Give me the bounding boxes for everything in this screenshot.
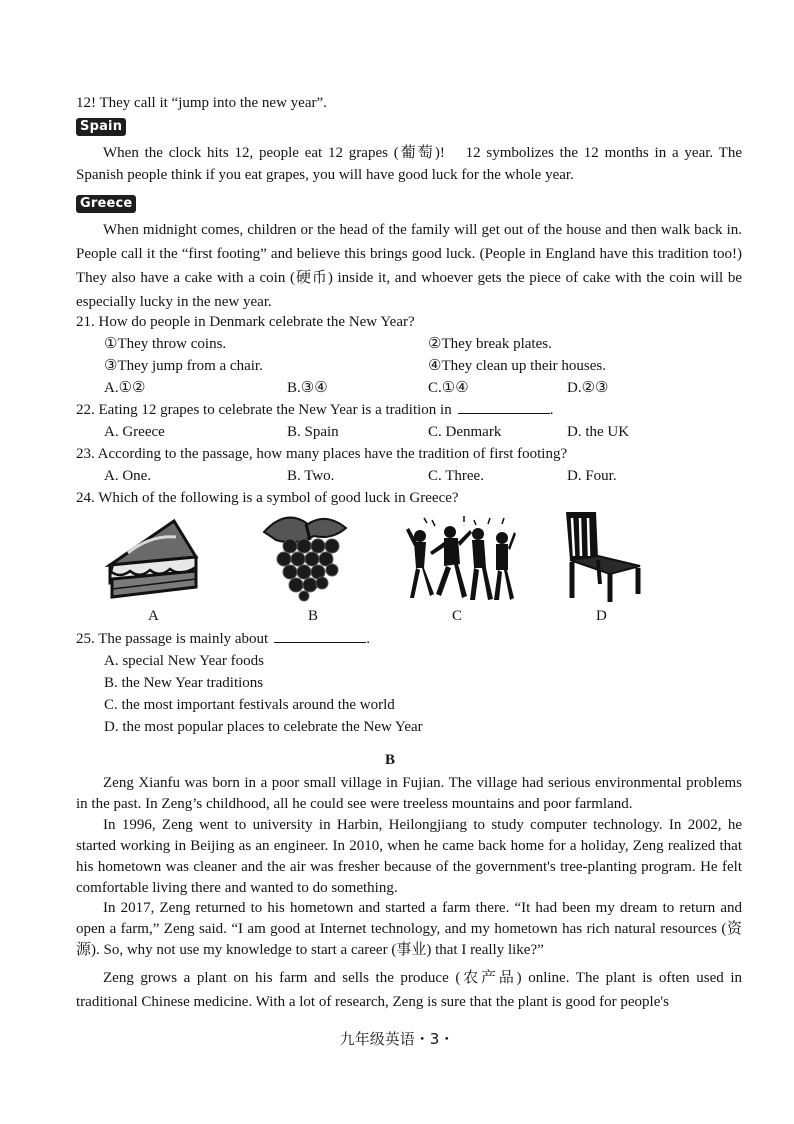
q21-option-b[interactable]: B.③④ (287, 380, 328, 396)
paragraph-greece: When midnight comes, children or the head of the family will get out of the house and then walk back in. People call it the “first footing” and believe this brings good luck. (People in England have this tradition too!) They also have a cake with a coin (硬币) inside it, and whoever gets the piece of cake with the coin will be especially lucky in the new year. (76, 222, 742, 310)
q22-option-d[interactable]: D. the UK (567, 424, 630, 440)
paragraph-b-2: In 1996, Zeng went to university in Harbin, Heilongjiang to study computer technology. In 2002, he started working in Beijing as an engineer. In 2010, when he came back home for a holiday, Zeng realized that his hometown was cleaner and the air was fresher because of the government's tree-planting program. He felt comfortable living there and wanted to do something. (76, 817, 742, 896)
cake-picture[interactable] (100, 513, 204, 603)
question-25-stem: 25. The passage is mainly about (76, 631, 269, 647)
question-22-stem: 22. Eating 12 grapes to celebrate the New Year is a tradition in (76, 402, 452, 418)
picture-label-a: A (148, 608, 159, 624)
q25-option-a[interactable]: A. special New Year foods (104, 653, 264, 669)
question-22-end: . (549, 402, 554, 418)
q21-option-a[interactable]: A.①② (104, 380, 146, 396)
q21-item-2: ②They break plates. (428, 336, 552, 352)
q21-item-3: ③They jump from a chair. (104, 358, 263, 374)
paragraph-spain: When the clock hits 12, people eat 12 grapes (葡萄)! 12 symbolizes the 12 months in a year. The Spanish people think if you eat grapes, you will have good luck for the whole year. (76, 145, 742, 183)
paragraph-b-4: Zeng grows a plant on his farm and sells the produce (农产品) online. The plant is often used in traditional Chinese medicine. With a lot of research, Zeng is sure that the plant is good for people's (76, 970, 742, 1010)
picture-label-c: C (452, 608, 463, 624)
chair-picture[interactable] (560, 510, 642, 604)
section-b-heading: B (385, 752, 396, 768)
passage-line-jump: 12! They call it “jump into the new year”. (76, 95, 327, 111)
section-tag-spain: Spain (76, 118, 126, 136)
question-23: 23. According to the passage, how many places have the tradition of first footing? (76, 446, 568, 462)
q22-option-a[interactable]: A. Greece (104, 424, 165, 440)
q21-option-d[interactable]: D.②③ (567, 380, 609, 396)
answer-blank[interactable] (274, 628, 366, 643)
picture-label-b: B (308, 608, 319, 624)
q23-option-d[interactable]: D. Four. (567, 468, 617, 484)
question-25 (76, 628, 370, 650)
q23-option-b[interactable]: B. Two. (287, 468, 335, 484)
q23-option-c[interactable]: C. Three. (428, 468, 484, 484)
picture-label-d: D (596, 608, 607, 624)
q23-option-a[interactable]: A. One. (104, 468, 152, 484)
question-22 (76, 399, 553, 421)
q25-option-b[interactable]: B. the New Year traditions (104, 675, 264, 691)
question-24: 24. Which of the following is a symbol of good luck in Greece? (76, 490, 459, 506)
grapes-picture[interactable] (256, 510, 352, 602)
page-footer: 九年级英语・3・ (339, 1030, 455, 1048)
question-25-end: . (366, 631, 370, 647)
paragraph-b-1: Zeng Xianfu was born in a poor small village in Fujian. The village had serious environmental problems in the past. In Zeng’s childhood, all he could see were treeless mountains and poor farmland. (76, 775, 742, 812)
answer-blank[interactable] (458, 399, 550, 414)
q21-item-4: ④They clean up their houses. (428, 358, 606, 374)
q25-option-d[interactable]: D. the most popular places to celebrate the New Year (104, 719, 423, 735)
q22-option-c[interactable]: C. Denmark (428, 424, 502, 440)
q25-option-c[interactable]: C. the most important festivals around the world (104, 697, 395, 713)
section-tag-greece: Greece (76, 195, 136, 213)
q21-item-1: ①They throw coins. (104, 336, 227, 352)
q21-option-c[interactable]: C.①④ (428, 380, 469, 396)
q22-option-b[interactable]: B. Spain (287, 424, 339, 440)
celebration-picture[interactable] (404, 512, 516, 604)
question-21: 21. How do people in Denmark celebrate the New Year? (76, 314, 415, 330)
paragraph-b-3: In 2017, Zeng returned to his hometown and started a farm there. “It had been my dream to return and open a farm,” Zeng said. “I am good at Internet technology, and my hometown has rich natural resources (资源). So, why not use my knowledge to start a career (事业) that I really like?” (76, 900, 742, 958)
